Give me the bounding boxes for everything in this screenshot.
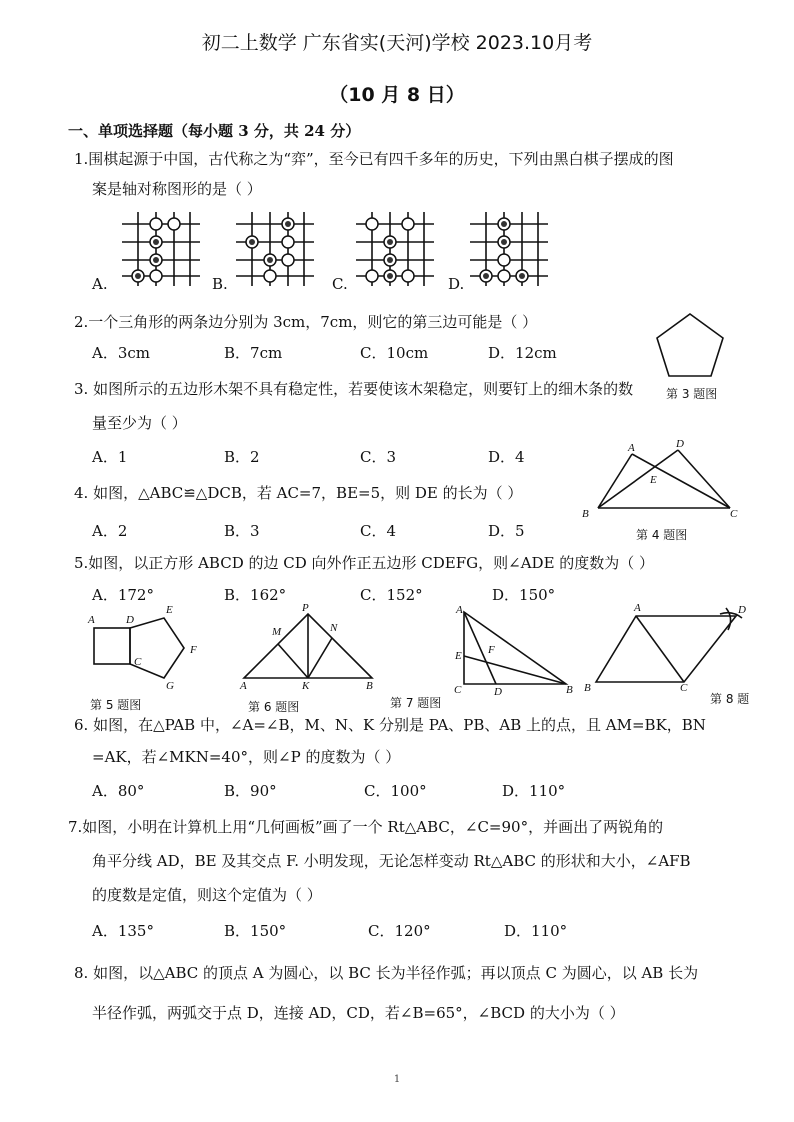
- fig4-label-b: B: [582, 508, 589, 520]
- q7-option-a: A．135°: [92, 922, 154, 940]
- q7-stem-line1: 7.如图，小明在计算机上用“几何画板”画了一个 Rt△ABC，∠C=90°，并画出了两锐角的: [68, 818, 664, 836]
- fig7-label-d: D: [494, 686, 502, 698]
- fig5-label-f: F: [190, 644, 197, 656]
- q7-option-d: D．110°: [504, 922, 568, 940]
- fig6-label-b: B: [366, 680, 373, 692]
- q1-option-d: D.: [448, 275, 465, 293]
- q5-option-c: C．152°: [360, 586, 423, 604]
- figure-4: [590, 440, 740, 520]
- q8-stem-line2: 半径作弧，两弧交于点 D，连接 AD，CD，若∠B=65°，∠BCD 的大小为（ ）: [92, 1004, 625, 1022]
- q2-option-a: A．3cm: [92, 344, 151, 362]
- q6-stem-line1: 6. 如图，在△PAB 中，∠A=∠B，M、N、K 分别是 PA、PB、AB 上的点，且 AM=BK，BN: [74, 716, 706, 734]
- figure-6: [240, 608, 376, 688]
- fig5-caption: 第 5 题图: [90, 698, 142, 712]
- figure-7: [456, 606, 572, 690]
- q8-stem-line1: 8. 如图，以△ABC 的顶点 A 为圆心，以 BC 长为半径作弧；再以顶点 C 为圆心，以 AB 长为: [74, 964, 699, 982]
- q5-option-a: A．172°: [92, 586, 154, 604]
- fig6-label-a: A: [240, 680, 247, 692]
- fig7-caption: 第 7 题图: [390, 696, 442, 710]
- fig6-label-m: M: [272, 626, 282, 638]
- go-pattern-c: [356, 212, 434, 286]
- exam-date: （10 月 8 日）: [329, 84, 465, 106]
- fig8-label-c: C: [680, 682, 688, 694]
- q4-stem: 4. 如图，△ABC≌△DCB，若 AC=7，BE=5，则 DE 的长为（ ）: [74, 484, 523, 502]
- q2-option-b: B．7cm: [224, 344, 283, 362]
- q4-option-b: B．3: [224, 522, 260, 540]
- q2-stem: 2.一个三角形的两条边分别为 3cm，7cm，则它的第三边可能是（ ）: [74, 313, 538, 331]
- q6-option-d: D．110°: [502, 782, 566, 800]
- q3-figure-caption: 第 3 题图: [666, 387, 718, 401]
- fig6-label-k: K: [302, 680, 310, 692]
- q1-option-a: A.: [92, 275, 108, 293]
- q3-option-b: B．2: [224, 448, 260, 466]
- figure-5: [88, 612, 198, 692]
- fig6-label-n: N: [330, 622, 338, 634]
- q6-option-b: B．90°: [224, 782, 277, 800]
- q4-figure-caption: 第 4 题图: [636, 528, 688, 542]
- q4-option-d: D．5: [488, 522, 525, 540]
- section-heading: 一、单项选择题（每小题 3 分，共 24 分）: [68, 122, 361, 140]
- q7-stem-line2: 角平分线 AD，BE 及其交点 F. 小明发现，无论怎样变动 Rt△ABC 的形状和大小，∠AFB: [92, 852, 691, 870]
- q1-option-c: C.: [332, 275, 348, 293]
- page-number: 1: [393, 1074, 401, 1085]
- q7-option-c: C．120°: [368, 922, 431, 940]
- fig8-label-d: D: [738, 604, 746, 616]
- fig5-label-e: E: [166, 604, 173, 616]
- q6-stem-line2: =AK，若∠MKN=40°，则∠P 的度数为（ ）: [92, 748, 401, 766]
- q3-option-c: C．3: [360, 448, 397, 466]
- pentagon-figure: [654, 312, 726, 380]
- q3-stem-line1: 3. 如图所示的五边形木架不具有稳定性，若要使该木架稳定，则要钉上的细木条的数: [74, 380, 634, 398]
- fig7-label-c: C: [454, 684, 462, 696]
- q1-stem-line2: 案是轴对称图形的是（ ）: [92, 180, 262, 198]
- q7-stem-line3: 的度数是定值，则这个定值为（ ）: [92, 886, 322, 904]
- figure-8: [592, 608, 742, 692]
- q3-option-d: D．4: [488, 448, 525, 466]
- go-pattern-d: [470, 212, 548, 286]
- q2-option-d: D．12cm: [488, 344, 557, 362]
- q5-stem: 5.如图，以正方形 ABCD 的边 CD 向外作正五边形 CDEFG，则∠ADE 的度数为（ ）: [74, 554, 655, 572]
- fig7-label-b: B: [566, 684, 573, 696]
- go-pattern-a: [122, 212, 200, 286]
- fig8-label-a: A: [634, 602, 641, 614]
- fig4-label-a: A: [628, 442, 635, 454]
- fig5-label-c: C: [134, 656, 142, 668]
- q5-option-b: B．162°: [224, 586, 287, 604]
- fig7-label-f: F: [488, 644, 495, 656]
- fig4-label-d: D: [676, 438, 684, 450]
- q6-option-c: C．100°: [364, 782, 427, 800]
- q7-option-b: B．150°: [224, 922, 287, 940]
- q4-option-a: A．2: [92, 522, 128, 540]
- q6-option-a: A．80°: [92, 782, 145, 800]
- fig4-label-e: E: [650, 474, 657, 486]
- fig5-label-a: A: [88, 614, 95, 626]
- fig7-label-a: A: [456, 604, 463, 616]
- fig8-caption: 第 8 题: [710, 692, 750, 706]
- go-pattern-b: [236, 212, 314, 286]
- fig6-caption: 第 6 题图: [248, 700, 300, 714]
- fig7-label-e: E: [455, 650, 462, 662]
- q2-option-c: C．10cm: [360, 344, 429, 362]
- q1-option-b: B.: [212, 275, 228, 293]
- fig4-label-c: C: [730, 508, 738, 520]
- q3-stem-line2: 量至少为（ ）: [92, 414, 187, 432]
- q5-option-d: D．150°: [492, 586, 556, 604]
- q3-option-a: A．1: [92, 448, 128, 466]
- fig8-label-b: B: [584, 682, 591, 694]
- fig6-label-p: P: [302, 602, 309, 614]
- fig5-label-d: D: [126, 614, 134, 626]
- page-title: 初二上数学 广东省实(天河)学校 2023.10月考: [201, 32, 593, 54]
- q1-stem-line1: 1.围棋起源于中国，古代称之为“弈”，至今已有四千多年的历史，下列由黑白棋子摆成的图: [74, 150, 674, 168]
- q4-option-c: C．4: [360, 522, 397, 540]
- fig5-label-g: G: [166, 680, 174, 692]
